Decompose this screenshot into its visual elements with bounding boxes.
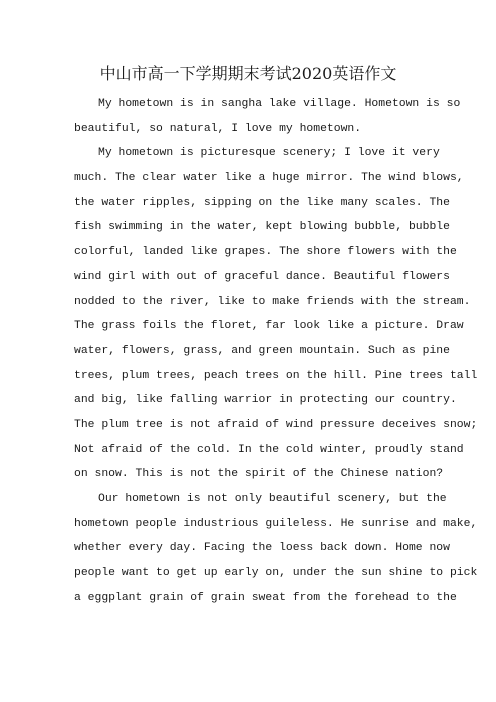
paragraph-2-line-8: The grass foils the floret, far look like a picture. Draw bbox=[74, 320, 464, 333]
document-title: 中山市高一下学期期末考试2020英语作文 bbox=[99, 64, 397, 83]
paragraph-2-line-4: fish swimming in the water, kept blowing bubble, bubble bbox=[74, 221, 450, 234]
paragraph-2-line-11: and big, like falling warrior in protecting our country. bbox=[74, 394, 457, 407]
paragraph-2-line-1: My hometown is picturesque scenery; I love it very bbox=[98, 147, 440, 160]
paragraph-2-line-5: colorful, landed like grapes. The shore flowers with the bbox=[74, 246, 457, 259]
paragraph-2-line-10: trees, plum trees, peach trees on the hill. Pine trees tall bbox=[74, 369, 478, 382]
paragraph-3-line-5: a eggplant grain of grain sweat from the forehead to the bbox=[74, 591, 457, 604]
paragraph-2-line-13: Not afraid of the cold. In the cold winter, proudly stand bbox=[74, 443, 464, 456]
paragraph-2-line-3: the water ripples, sipping on the like many scales. The bbox=[74, 196, 450, 209]
paragraph-3-line-4: people want to get up early on, under the sun shine to pick bbox=[74, 567, 478, 580]
paragraph-1-line-2: beautiful, so natural, I love my hometown. bbox=[74, 122, 362, 135]
paragraph-3-line-3: whether every day. Facing the loess back down. Home now bbox=[74, 542, 450, 555]
paragraph-1-line-1: My hometown is in sangha lake village. Hometown is so bbox=[98, 98, 461, 110]
paragraph-2-line-14: on snow. This is not the spirit of the Chinese nation? bbox=[74, 468, 444, 481]
paragraph-3-line-2: hometown people industrious guileless. He sunrise and make, bbox=[74, 517, 478, 530]
paragraph-3-line-1: Our hometown is not only beautiful scenery, but the bbox=[98, 493, 447, 505]
paragraph-2-line-9: water, flowers, grass, and green mountain. Such as pine bbox=[74, 344, 450, 357]
paragraph-2-line-7: nodded to the river, like to make friends with the stream. bbox=[74, 295, 471, 308]
essay-body bbox=[74, 92, 478, 610]
paragraph-2-line-12: The plum tree is not afraid of wind pressure deceives snow; bbox=[74, 418, 478, 431]
paragraph-2-line-2: much. The clear water like a huge mirror. The wind blows, bbox=[74, 172, 464, 185]
paragraph-2-line-6: wind girl with out of graceful dance. Beautiful flowers bbox=[74, 270, 450, 283]
